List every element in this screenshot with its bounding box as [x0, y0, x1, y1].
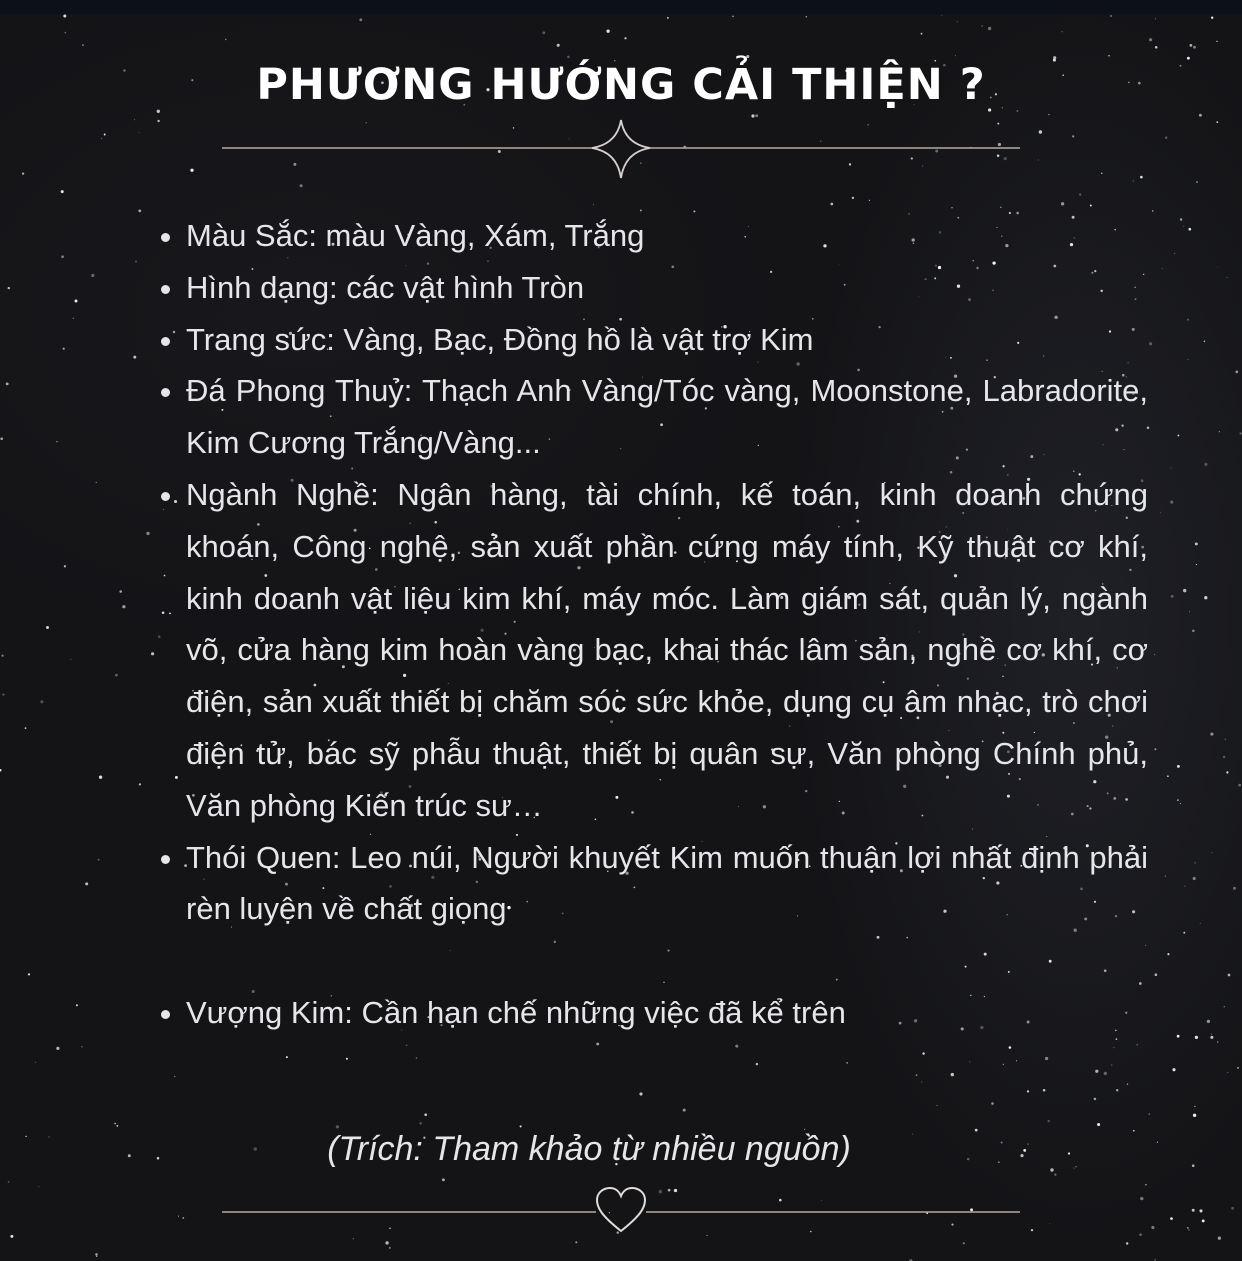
star: [1211, 16, 1213, 18]
star: [40, 700, 43, 703]
star: [639, 1092, 642, 1095]
star: [1009, 1046, 1012, 1049]
star: [134, 119, 135, 120]
star: [1174, 253, 1175, 254]
star: [1189, 611, 1190, 612]
top-divider: [222, 118, 1020, 180]
star: [1094, 1098, 1097, 1101]
star: [606, 30, 609, 33]
star: [1194, 862, 1195, 863]
star: [119, 590, 122, 593]
star: [75, 300, 78, 303]
star: [667, 17, 669, 19]
star: [174, 1076, 175, 1077]
star: [1167, 775, 1169, 777]
star: [1228, 974, 1231, 977]
list-item: • Đá Phong Thuỷ: Thạch Anh Vàng/Tóc vàng, Moonstone, Labradorite, Kim Cương Trắng/Vàng...: [186, 365, 1148, 469]
star: [1116, 1089, 1118, 1091]
star: [91, 274, 94, 277]
star: [1194, 1106, 1195, 1107]
star: [1217, 267, 1218, 268]
star: [1235, 371, 1238, 374]
star: [969, 1061, 970, 1062]
star: [1151, 1226, 1154, 1229]
star: [1048, 114, 1049, 115]
star: [1178, 435, 1180, 437]
star: [2, 655, 4, 657]
star: [756, 1063, 758, 1065]
star: [1193, 46, 1196, 49]
star: [1177, 1035, 1180, 1038]
star: [104, 134, 106, 136]
star: [1196, 564, 1197, 565]
star: [406, 1044, 408, 1046]
star: [1149, 342, 1152, 345]
list-item: • Trang sức: Vàng, Bạc, Đồng hồ là vật trợ Kim: [186, 314, 1148, 366]
star: [1039, 130, 1042, 133]
star: [1152, 210, 1154, 212]
star: [1160, 512, 1161, 513]
star: [85, 882, 88, 885]
star: [1054, 1174, 1056, 1176]
star: [1187, 319, 1189, 321]
star: [1183, 589, 1186, 592]
star: [1167, 953, 1169, 955]
star: [624, 37, 626, 39]
list-item: • Thói Quen: Leo núi, Người khuyết Kim muốn thuận lợi nhất định phải rèn luyện về chất giọng: [186, 832, 1148, 936]
star: [1154, 1259, 1156, 1261]
star: [56, 441, 57, 442]
star: [937, 1105, 938, 1106]
star: [1149, 38, 1152, 41]
star: [1211, 852, 1212, 853]
star: [1016, 110, 1018, 112]
star: [178, 1216, 179, 1217]
star: [830, 203, 833, 206]
star: [95, 1253, 98, 1256]
star: [1216, 41, 1217, 42]
star: [1111, 1064, 1112, 1065]
star: [575, 1241, 577, 1243]
star: [1237, 1067, 1239, 1069]
star: [1171, 468, 1172, 469]
star: [98, 859, 100, 861]
star: [542, 31, 545, 34]
star: [1079, 193, 1081, 195]
star: [1110, 15, 1111, 16]
star: [1108, 55, 1109, 56]
star: [1188, 1229, 1190, 1231]
star: [806, 16, 808, 18]
star: [1207, 1020, 1210, 1023]
star: [56, 1047, 59, 1050]
star: [300, 184, 303, 187]
star: [63, 15, 66, 18]
star: [442, 1178, 445, 1181]
star: [1196, 181, 1198, 183]
star: [38, 1186, 39, 1187]
star: [1172, 1068, 1175, 1071]
list-item: • Hình dạng: các vật hình Tròn: [186, 262, 1148, 314]
star: [1140, 1197, 1143, 1200]
star: [1187, 1227, 1189, 1229]
star: [1195, 1036, 1198, 1039]
star: [96, 482, 97, 483]
star: [951, 1073, 954, 1076]
star: [1038, 160, 1039, 161]
star: [1127, 1083, 1128, 1084]
star: [416, 1057, 418, 1059]
star: [1233, 887, 1236, 890]
star: [922, 1052, 924, 1054]
star: [46, 626, 49, 629]
star: [955, 55, 956, 56]
star: [1165, 876, 1166, 877]
star: [1226, 771, 1228, 773]
star: [1061, 202, 1064, 205]
star: [1218, 1237, 1221, 1240]
star: [1227, 277, 1228, 278]
star: [2, 694, 4, 696]
star: [82, 44, 84, 46]
star: [921, 1081, 922, 1082]
star: [988, 27, 991, 30]
star: [1177, 799, 1179, 801]
star: [520, 1125, 522, 1127]
star: [1180, 218, 1182, 220]
star: [1126, 1242, 1128, 1244]
list-item: • Vượng Kim: Cần hạn chế những việc đã kể trên: [186, 987, 1148, 1039]
star: [1219, 431, 1220, 432]
star: [424, 1113, 427, 1116]
star: [286, 1056, 288, 1058]
star: [1231, 1207, 1234, 1210]
star: [963, 1242, 965, 1244]
star: [6, 383, 9, 386]
star: [1104, 1072, 1107, 1075]
star: [1053, 56, 1056, 59]
star: [182, 1217, 184, 1219]
star: [1155, 973, 1158, 976]
star: [982, 25, 983, 26]
star: [1204, 596, 1207, 599]
star: [1045, 1057, 1048, 1060]
star: [1049, 1223, 1050, 1224]
star: [846, 1062, 848, 1064]
star: [114, 1123, 116, 1125]
star: [116, 1125, 118, 1127]
star: [1183, 226, 1184, 227]
star: [1183, 932, 1185, 934]
star: [1139, 1233, 1142, 1236]
star: [336, 1125, 339, 1128]
star: [1199, 114, 1202, 117]
star: [1184, 886, 1185, 887]
star: [1199, 1209, 1202, 1212]
star: [916, 1074, 918, 1076]
star: [1204, 463, 1207, 466]
star: [1095, 1070, 1098, 1073]
star: [64, 565, 66, 567]
star: [0, 437, 3, 440]
star: [1003, 1064, 1005, 1066]
star: [389, 1247, 391, 1249]
star: [1000, 207, 1002, 209]
star: [1016, 1060, 1017, 1061]
star: [70, 659, 71, 660]
list-item: • Màu Sắc: màu Vàng, Xám, Trắng: [186, 210, 1148, 262]
star: [1090, 205, 1092, 207]
star: [139, 132, 140, 133]
star: [1227, 1072, 1228, 1073]
star: [1200, 923, 1201, 924]
star: [0, 769, 2, 771]
star: [122, 605, 125, 608]
star: [991, 1102, 994, 1105]
star: [1192, 1164, 1195, 1167]
star: [732, 15, 734, 17]
star: [8, 1181, 10, 1183]
star: [1043, 1089, 1046, 1092]
star: [1195, 542, 1198, 545]
star: [353, 1238, 354, 1239]
star: [1149, 1113, 1150, 1114]
heart-icon: [597, 1188, 645, 1231]
star: [1177, 765, 1180, 768]
star: [101, 138, 102, 139]
star: [81, 1046, 83, 1048]
star: [1048, 1120, 1050, 1122]
tips-list: [150, 210, 1148, 1039]
star: [1190, 44, 1193, 47]
star: [22, 172, 24, 174]
star: [133, 356, 136, 359]
star: [921, 33, 923, 35]
star: [957, 21, 958, 22]
four-point-star-icon: [592, 120, 650, 178]
star: [1136, 1044, 1138, 1046]
star: [10, 1235, 13, 1238]
star: [1204, 341, 1206, 343]
star: [115, 674, 118, 677]
star: [190, 169, 193, 172]
star: [1097, 1123, 1100, 1126]
star: [1240, 432, 1242, 434]
star: [1072, 135, 1074, 137]
star: [1224, 1006, 1225, 1007]
star: [1155, 18, 1156, 19]
source-note: (Trích: Tham khảo từ nhiều nguồn): [327, 1130, 851, 1168]
star: [951, 207, 952, 208]
bottom-divider: [222, 1186, 1020, 1236]
star: [157, 120, 159, 122]
star: [419, 1122, 422, 1125]
star: [63, 348, 65, 350]
star: [1202, 1219, 1205, 1222]
star: [35, 1062, 36, 1063]
star: [1154, 654, 1155, 655]
star: [1162, 268, 1163, 269]
star: [683, 1109, 686, 1112]
star: [557, 44, 560, 47]
star: [1145, 1184, 1147, 1186]
star: [1225, 739, 1227, 741]
star: [138, 210, 141, 213]
star: [1187, 359, 1188, 360]
star: [1216, 121, 1218, 123]
star: [1192, 1209, 1195, 1212]
star: [1210, 1036, 1213, 1039]
star: [941, 15, 942, 16]
star: [96, 1256, 97, 1257]
star: [139, 783, 141, 785]
star: [8, 287, 10, 289]
star: [61, 255, 64, 258]
page-title: PHƯƠNG HƯỚNG CẢI THIỆN ?: [256, 60, 986, 110]
star: [1238, 784, 1241, 787]
star: [852, 197, 854, 199]
star: [64, 32, 66, 34]
star: [157, 110, 160, 113]
star: [28, 973, 30, 975]
star: [25, 727, 27, 729]
top-bar: [0, 0, 1242, 14]
star: [135, 260, 137, 262]
star: [61, 190, 64, 193]
star: [1170, 1217, 1173, 1220]
star: [1217, 1041, 1218, 1042]
star: [1223, 756, 1225, 758]
star: [1031, 1229, 1033, 1231]
star: [746, 55, 749, 58]
star: [1192, 629, 1195, 632]
star: [1154, 748, 1156, 750]
star: [99, 776, 102, 779]
star: [76, 1004, 78, 1006]
star: [1171, 595, 1174, 598]
star: [1170, 501, 1173, 504]
star: [225, 39, 226, 40]
star: [1132, 180, 1134, 182]
star: [1180, 803, 1181, 804]
star: [1193, 1114, 1196, 1117]
star: [1062, 31, 1063, 32]
star: [869, 200, 870, 201]
star: [1211, 1034, 1212, 1035]
star: [1155, 46, 1158, 49]
star: [755, 114, 758, 117]
list-item: • Ngành Nghề: Ngân hàng, tài chính, kế toán, kinh doanh chứng khoán, Công nghệ, sản xuất phần cứng máy tính, Kỹ thuật cơ khí, kinh doanh vật liệu kim khí, máy móc. Làm giám sát, quản lý, ngành võ, cửa hàng kim hoàn vàng bạc, khai thác lâm sản, nghề cơ khí, cơ điện, sản xuất thiết bị chăm sóc sức khỏe, dụng cụ âm nhạc, trò chơi điện tử, bác sỹ phẫu thuật, thiết bị quân sự, Văn phòng Chính phủ, Văn phòng Kiến trúc sư…: [186, 469, 1148, 832]
star: [1101, 173, 1102, 174]
star: [1027, 1090, 1029, 1092]
star: [735, 1045, 738, 1048]
star: [346, 1058, 348, 1060]
star: [385, 1241, 388, 1244]
star: [593, 204, 594, 205]
star: [359, 18, 362, 21]
star: [1210, 733, 1213, 736]
star: [596, 1043, 599, 1046]
star: [1193, 877, 1196, 880]
star: [1113, 1047, 1114, 1048]
star: [1140, 176, 1143, 179]
star: [73, 318, 74, 319]
star: [567, 56, 570, 59]
star: [1188, 228, 1191, 231]
star: [1165, 137, 1167, 139]
